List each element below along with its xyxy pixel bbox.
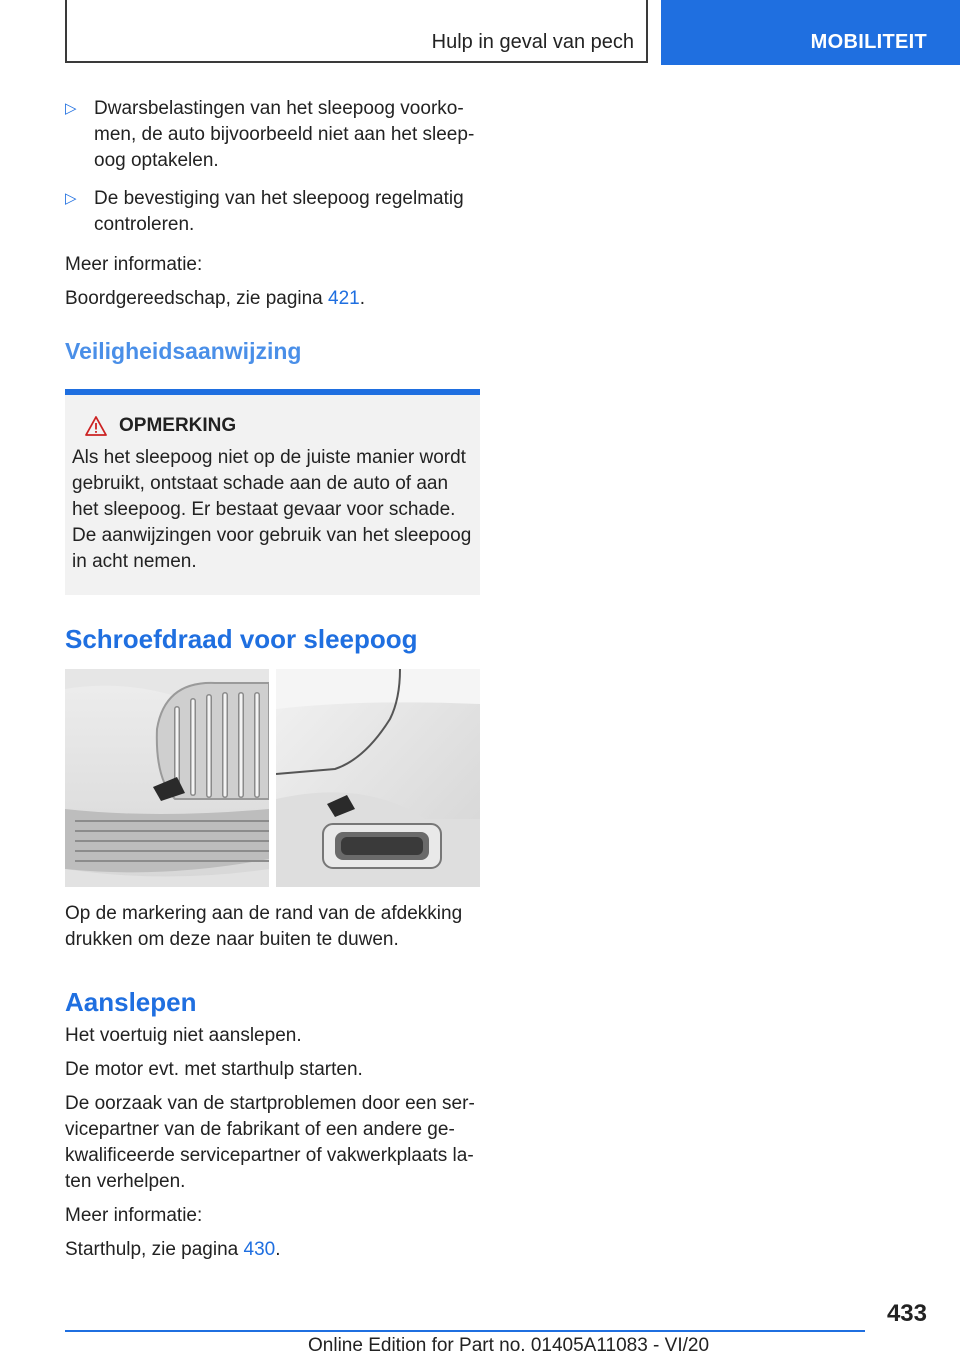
tow-eye-thread-figure	[65, 669, 480, 887]
header-left-box	[65, 0, 648, 63]
towing-heading: Aanslepen	[65, 987, 197, 1017]
more-info-reference	[65, 286, 480, 312]
header-chapter-label: MOBILITEIT	[810, 31, 927, 53]
towing-more-info-label: Meer informatie:	[65, 1205, 203, 1226]
reference-text: Boordgereedschap, zie pagina	[65, 288, 329, 309]
bullet-text: Dwarsbelastingen van het sleepoog voorkomen, de auto bijvoorbeeld niet aan het sleepoog optakelen.	[94, 98, 475, 171]
triangle-bullet-icon: ▷	[65, 100, 77, 117]
towing-paragraph-1: Het voertuig niet aanslepen.	[65, 1025, 302, 1046]
towing-paragraph-2: De motor evt. met starthulp starten.	[65, 1059, 363, 1080]
reference-end: .	[359, 288, 366, 309]
warning-note-box	[65, 389, 480, 595]
reference-text: Starthulp, zie pagina	[65, 1239, 244, 1260]
note-header	[85, 415, 473, 437]
warning-triangle-icon	[85, 416, 107, 436]
thread-heading: Schroefdraad voor sleepoog	[65, 624, 418, 654]
triangle-bullet-icon: ▷	[65, 190, 77, 207]
bumper-illustration	[65, 669, 480, 887]
safety-heading: Veiligheidsaanwijzing	[65, 338, 302, 364]
bullet-item	[65, 96, 480, 174]
note-title: OPMERKING	[119, 415, 237, 436]
towing-more-info-reference	[65, 1237, 480, 1263]
footer-divider	[65, 1330, 865, 1332]
edition-text: Online Edition for Part no. 01405A11083 - VI/20	[308, 1335, 710, 1356]
bullet-text: De bevestiging van het sleepoog regelmatig controleren.	[94, 188, 464, 235]
bullet-item	[65, 186, 480, 238]
page-number: 433	[886, 1300, 927, 1327]
content-column	[65, 96, 480, 1271]
reference-end: .	[275, 1239, 281, 1260]
towing-paragraph-3: De oorzaak van de startproblemen door een servicepartner van de fabrikant of een andere gekwalificeerde servicepartner of vakwerkplaats laten verhelpen.	[65, 1093, 475, 1192]
page-link-430[interactable]: 430	[243, 1239, 276, 1260]
more-info-label: Meer informatie:	[65, 254, 203, 275]
header-section-title: Hulp in geval van pech	[431, 31, 634, 53]
note-text: Als het sleepoog niet op de juiste manier wordt gebruikt, ontstaat schade aan de auto of aan het sleepoog. Er bestaat gevaar voor schade. De aanwijzingen voor gebruik van het sleepoog in acht nemen.	[72, 447, 472, 572]
figure-caption: Op de markering aan de rand van de afdekking drukken om deze naar buiten te duwen.	[65, 903, 463, 950]
header-chapter-tab[interactable]	[661, 0, 960, 65]
page-link-421[interactable]: 421	[328, 288, 360, 309]
